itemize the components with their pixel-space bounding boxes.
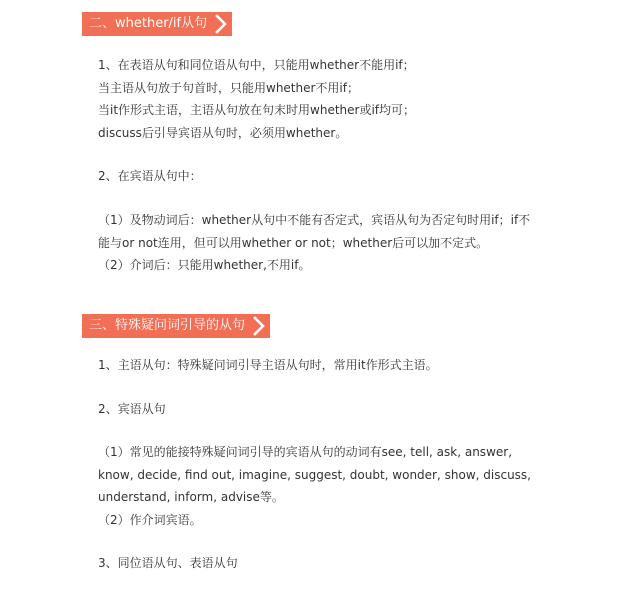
paragraph-line: （1）常见的能接特殊疑问词引导的宾语从句的动词有see, tell, ask, answer, — [98, 445, 513, 459]
paragraph-line: 1、在表语从句和同位语从句中，只能用whether不能用if； — [98, 58, 415, 72]
paragraph-line: 2、宾语从句 — [98, 402, 166, 416]
paragraph-line: （2）介词后：只能用whether,不用if。 — [98, 258, 311, 272]
paragraph-line: 2、在宾语从句中： — [98, 169, 202, 183]
paragraph-line: 3、同位语从句、表语从句 — [98, 556, 238, 570]
paragraph-line: 能与or not连用，但可以用whether or not；whether后可以加不定式。 — [98, 236, 489, 250]
paragraph-line: know, decide, find out, imagine, suggest, doubt, wonder, show, discuss, — [98, 468, 531, 482]
section-title: 二、whether/if从句 — [89, 16, 208, 31]
paragraph-line: 1、主语从句：特殊疑问词引导主语从句时，常用it作形式主语。 — [98, 358, 438, 372]
paragraph-line: （2）作介词宾语。 — [98, 513, 202, 527]
paragraph-line: understand, inform, advise等。 — [98, 490, 284, 504]
chevron-right-icon — [212, 12, 232, 36]
paragraph-line: 当it作形式主语，主语从句放在句末时用whether或if均可； — [98, 103, 416, 117]
chevron-right-icon — [250, 314, 270, 338]
section-title: 三、特殊疑问词引导的从句 — [89, 318, 246, 333]
paragraph-line: 当主语从句放于句首时，只能用whether不用if； — [98, 81, 359, 95]
section-header-whether-if — [82, 12, 232, 36]
section-header-wh-clauses — [82, 314, 270, 338]
paragraph-line: discuss后引导宾语从句时，必须用whether。 — [98, 126, 348, 140]
paragraph-line: （1）及物动词后：whether从句中不能有否定式，宾语从句为否定句时用if；if不 — [98, 213, 531, 227]
